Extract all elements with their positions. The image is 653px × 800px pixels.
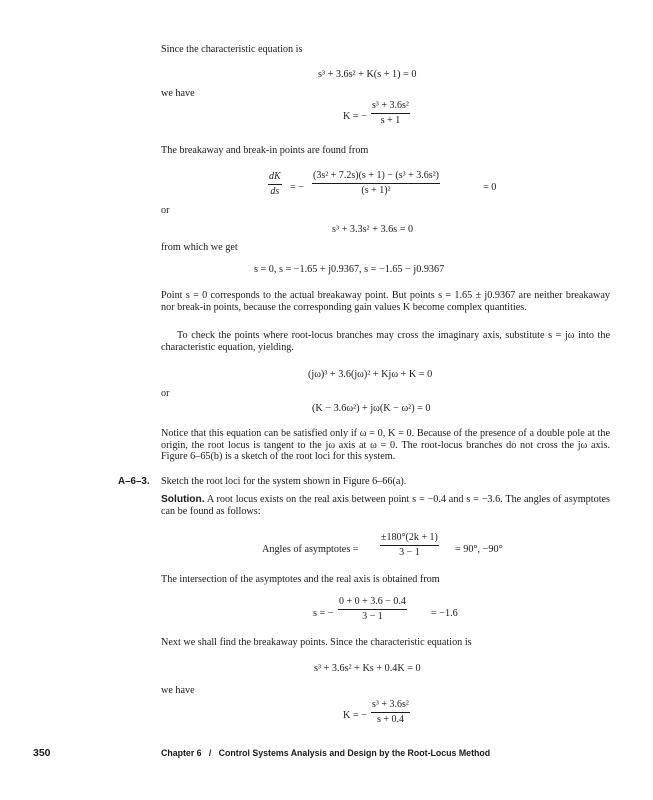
equation-k2-fraction (371, 699, 410, 726)
text-since-characteristic: Since the characteristic equation is (161, 44, 303, 55)
fraction-numerator: (3s² + 7.2s)(s + 1) − (s³ + 3.6s²) (313, 170, 439, 181)
problem-number: A–6–3. (118, 476, 150, 487)
fraction-denominator: s + 1 (380, 115, 401, 126)
equation-k-fraction (371, 100, 410, 127)
equation-dk-ds-equals: = − (290, 182, 305, 193)
fraction-denominator: 3 − 1 (362, 611, 383, 622)
fraction-denominator: s + 0.4 (376, 714, 404, 725)
text-imaginary-axis-check: To check the points where root-locus branches may cross the imaginary axis, substitute s = jω into the characteristic equation, yielding. (161, 330, 610, 353)
equation-centroid-rhs: = −1.6 (431, 608, 458, 619)
fraction-numerator: s³ + 3.6s² (372, 100, 409, 111)
text-point-s-zero: Point s = 0 corresponds to the actual breakaway point. But points s = 1.65 ± j0.9367 are neither breakaway nor break-in points, because the corresponding gain values K become complex quantities. (161, 290, 610, 313)
equation-characteristic-2: s³ + 3.6s² + Ks + 0.4K = 0 (314, 663, 421, 674)
text-we-have-1: we have (161, 88, 195, 99)
fraction-numerator: dK (269, 171, 281, 182)
fraction-denominator: 3 − 1 (399, 547, 420, 558)
fraction-bar (371, 712, 410, 713)
text-next-breakaway: Next we shall find the breakaway points. Since the characteristic equation is (161, 637, 472, 648)
text-from-which: from which we get (161, 242, 238, 253)
problem-statement: Sketch the root loci for the system shown in Figure 6–66(a). (161, 476, 407, 487)
fraction-bar (371, 113, 410, 114)
equation-dk-ds-fraction (268, 171, 282, 198)
solution-paragraph (161, 494, 610, 517)
fraction-denominator: (s + 1)² (361, 185, 391, 196)
solution-text: A root locus exists on the real axis between point s = −0.4 and s = −3.6. The angles of asymptotes can be found as follows: (161, 494, 611, 517)
text-intersection: The intersection of the asymptotes and the real axis is obtained from (161, 574, 440, 585)
solution-label: Solution. (161, 494, 205, 505)
fraction-denominator: ds (270, 186, 280, 197)
text-we-have-2: we have (161, 685, 195, 696)
equation-dk-ds-rhs: = 0 (483, 182, 497, 193)
text-breakaway-points: The breakaway and break-in points are found from (161, 145, 369, 156)
equation-centroid-fraction (338, 596, 407, 623)
fraction-bar (312, 183, 440, 184)
fraction-bar (268, 184, 282, 185)
fraction-numerator: 0 + 0 + 3.6 − 0.4 (339, 596, 406, 607)
equation-angles-fraction (380, 532, 439, 559)
equation-cubic: s³ + 3.3s² + 3.6s = 0 (332, 224, 414, 235)
fraction-bar (380, 545, 439, 546)
equation-characteristic: s³ + 3.6s² + K(s + 1) = 0 (318, 69, 417, 80)
text-notice-equation: Notice that this equation can be satisfied only if ω = 0, K = 0. Because of the presence of a double pole at the origin, the root locus is tangent to the jω axis at ω = 0. The root-locus branches do not cross the jω axis. Figure 6–65(b) is a sketch of the root loci for this system. (161, 428, 610, 463)
running-footer: Chapter 6 / Control Systems Analysis and Design by the Root-Locus Method (161, 748, 491, 758)
fraction-numerator: ±180°(2k + 1) (381, 532, 438, 543)
text-or-2: or (161, 388, 170, 399)
equation-angles-lhs: Angles of asymptotes = (262, 544, 359, 555)
equation-roots: s = 0, s = −1.65 + j0.9367, s = −1.65 − j0.9367 (254, 264, 445, 275)
equation-k2-lhs: K = − (343, 710, 367, 721)
equation-k-lhs: K = − (343, 111, 367, 122)
equation-jw-substitution: (jω)³ + 3.6(jω)² + Kjω + K = 0 (308, 369, 433, 380)
fraction-bar (338, 609, 407, 610)
fraction-numerator: s³ + 3.6s² (372, 699, 409, 710)
page-number: 350 (33, 747, 51, 759)
equation-real-imag: (K − 3.6ω²) + jω(K − ω²) = 0 (312, 403, 431, 414)
equation-centroid-lhs: s = − (313, 608, 334, 619)
text-or-1: or (161, 205, 170, 216)
equation-dk-ds-rhs-fraction (312, 170, 440, 197)
equation-angles-rhs: = 90°, −90° (455, 544, 503, 555)
